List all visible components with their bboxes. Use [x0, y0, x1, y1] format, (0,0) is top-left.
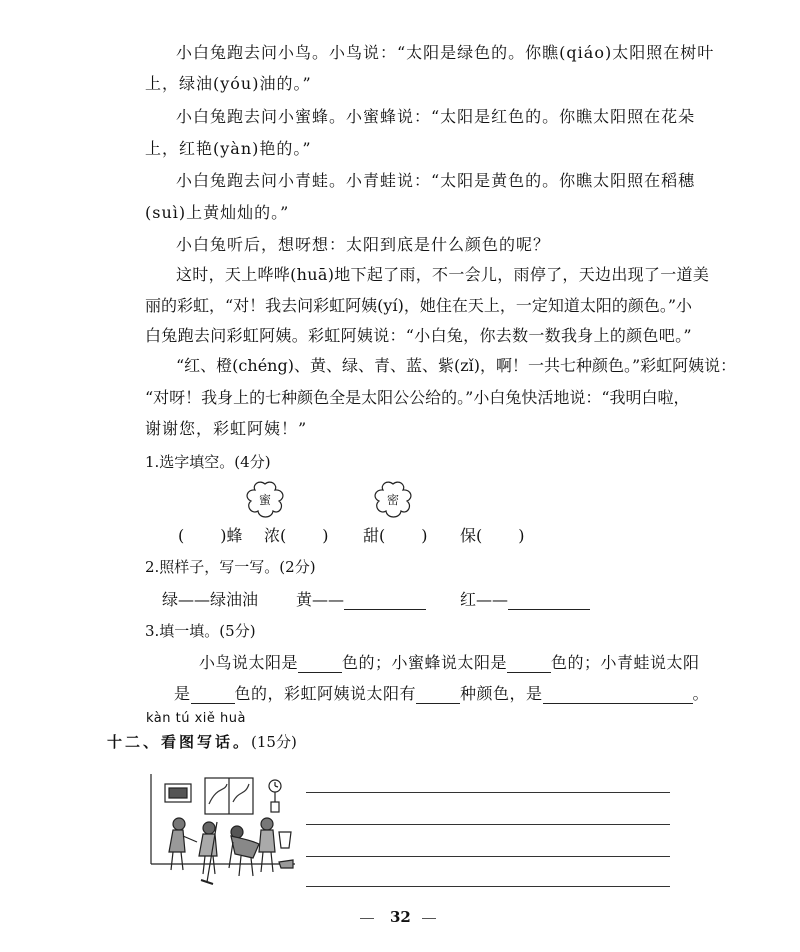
section-12-heading: 十二、看图写话。	[107, 733, 252, 751]
paren-open: (	[178, 526, 185, 545]
q2-item-label: 黄——	[296, 590, 345, 609]
q1-item-label: 保(	[460, 526, 483, 545]
q3-text: 。	[692, 684, 710, 703]
flower-option-1	[242, 480, 288, 520]
q2-item-2[interactable]	[460, 590, 590, 610]
paren-close: )	[421, 526, 428, 545]
answer-blank[interactable]	[344, 593, 426, 610]
story-line: (suì)上黄灿灿的。”	[145, 203, 290, 222]
story-line: 白兔跑去问彩虹阿姨。彩虹阿姨说：“小白兔，你去数一数我身上的颜色吧。”	[145, 326, 692, 345]
answer-blank[interactable]	[543, 687, 693, 704]
section-12-title	[107, 731, 297, 752]
section-12-pinyin: kàn tú xiě huà	[146, 711, 246, 726]
answer-blank[interactable]	[191, 687, 235, 704]
section-12-score: (15分)	[251, 733, 297, 751]
story-line: 这时，天上哗哗(huā)地下起了雨，不一会儿，雨停了，天边出现了一道美	[176, 265, 710, 284]
answer-blank[interactable]	[416, 687, 460, 704]
story-line: 小白兔听后，想呀想：太阳到底是什么颜色的呢？	[176, 235, 551, 254]
answer-blank[interactable]	[507, 656, 551, 673]
story-line: “红、橙(chéng)、黄、绿、青、蓝、紫(zǐ)，啊！一共七种颜色。”彩虹阿姨说：	[176, 356, 737, 375]
cleaning-picture	[147, 772, 297, 892]
writing-line[interactable]	[306, 792, 670, 793]
q3-text: 色的；小蜜蜂说太阳是	[342, 653, 508, 672]
story-line: 小白兔跑去问小蜜蜂。小蜜蜂说：“太阳是红色的。你瞧太阳照在花朵	[176, 107, 696, 126]
page-number-dash-right	[422, 918, 436, 919]
q2-item-1[interactable]	[296, 590, 426, 610]
q2-item-label: 红——	[460, 590, 509, 609]
answer-blank[interactable]	[508, 593, 590, 610]
flower-option-2	[370, 480, 416, 520]
question-3-title: 3.填一填。(5分)	[145, 622, 256, 640]
answer-blank[interactable]	[298, 656, 342, 673]
story-line: “对呀！我身上的七种颜色全是太阳公公给的。”小白兔快活地说：“我明白啦，	[145, 388, 690, 407]
flower-option-label: 蜜	[258, 493, 271, 507]
story-line: 丽的彩虹，“对！我去问彩虹阿姨(yí)，她住在天上，一定知道太阳的颜色。”小	[145, 296, 693, 315]
writing-line[interactable]	[306, 824, 670, 825]
q1-item-1[interactable]	[178, 526, 243, 546]
q1-item-4[interactable]	[460, 526, 525, 546]
q1-item-3[interactable]	[363, 526, 428, 546]
q3-text: 种颜色，是	[460, 684, 543, 703]
paren-close: )	[322, 526, 329, 545]
q1-item-2[interactable]	[264, 526, 329, 546]
story-line: 上，绿油(yóu)油的。”	[145, 74, 312, 93]
family-cleaning-illustration	[147, 772, 297, 892]
story-line: 小白兔跑去问小鸟。小鸟说：“太阳是绿色的。你瞧(qiáo)太阳照在树叶	[176, 43, 715, 62]
q3-text: 色的；小青蛙说太阳	[551, 653, 700, 672]
q3-text: 小鸟说太阳是	[199, 653, 299, 672]
q1-item-label: 浓(	[264, 526, 287, 545]
q1-item-label: )蜂	[220, 526, 243, 545]
story-line: 上，红艳(yàn)艳的。”	[145, 139, 312, 158]
q3-text: 色的，彩虹阿姨说太阳有	[234, 684, 417, 703]
story-line: 小白兔跑去问小青蛙。小青蛙说：“太阳是黄色的。你瞧太阳照在稻穗	[176, 171, 696, 190]
flower-option-label: 密	[386, 493, 399, 507]
q2-example: 绿——绿油油	[162, 590, 259, 609]
story-line: 谢谢您，彩虹阿姨！”	[145, 419, 308, 438]
q1-item-label: 甜(	[363, 526, 386, 545]
page-number-dash-left	[360, 918, 374, 919]
page-number: 32	[390, 908, 411, 926]
q3-line-2	[174, 684, 709, 704]
writing-line[interactable]	[306, 886, 670, 887]
q3-line-1	[199, 653, 700, 673]
q3-text: 是	[174, 684, 191, 703]
paren-close: )	[518, 526, 525, 545]
question-2-title: 2.照样子，写一写。(2分)	[145, 558, 316, 576]
question-1-title: 1.选字填空。(4分)	[145, 453, 271, 471]
writing-line[interactable]	[306, 856, 670, 857]
